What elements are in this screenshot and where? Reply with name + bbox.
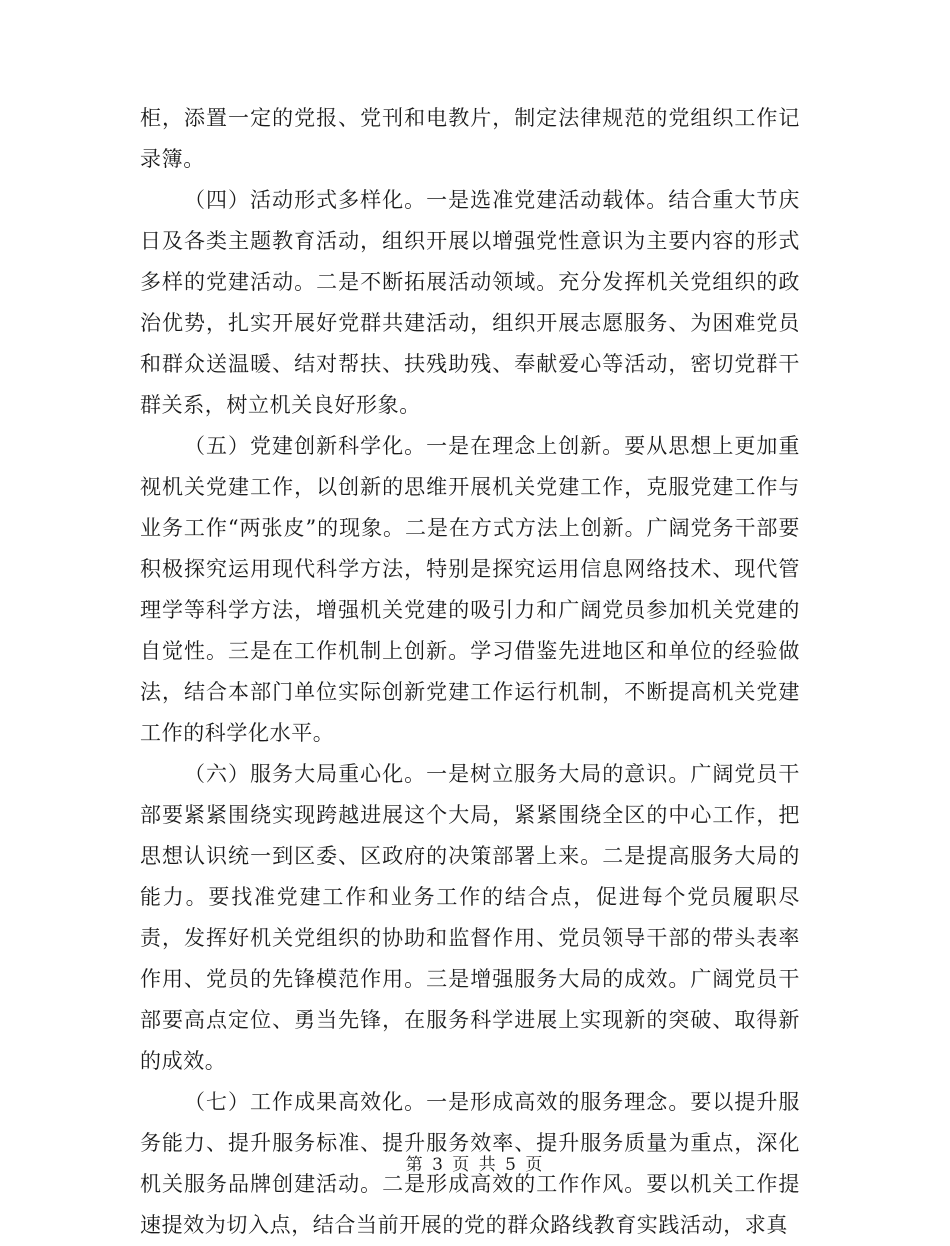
- paragraph-section-7: （七）工作成果高效化。一是形成高效的服务理念。要以提升服务能力、提升服务标准、提升服务效率、提升服务质量为重点，深化机关服务品牌创建活动。二是形成高效的工作作风。要以机关工作提速提效为切入点，结合当前开展的党的群众路线教育实践活动，求真: [140, 1090, 800, 1237]
- paragraph-continuation: 柜，添置一定的党报、党刊和电教片，制定法律规范的党组织工作记录簿。: [140, 106, 800, 171]
- document-body: [140, 98, 800, 1246]
- paragraph-section-5: （五）党建创新科学化。一是在理念上创新。要从思想上更加重视机关党建工作，以创新的思维开展机关党建工作，克服党建工作与业务工作“两张皮”的现象。二是在方式方法上创新。广阔党务干部要积极探究运用现代科学方法，特别是探究运用信息网络技术、现代管理学等科学方法，增强机关党建的吸引力和广阔党员参加机关党建的自觉性。三是在工作机制上创新。学习借鉴先进地区和单位的经验做法，结合本部门单位实际创新党建工作运行机制，不断提高机关党建工作的科学化水平。: [140, 434, 800, 745]
- paragraph-section-4: （四）活动形式多样化。一是选准党建活动载体。结合重大节庆日及各类主题教育活动，组织开展以增强党性意识为主要内容的形式多样的党建活动。二是不断拓展活动领域。充分发挥机关党组织的政治优势，扎实开展好党群共建活动，组织开展志愿服务、为困难党员和群众送温暖、结对帮扶、扶残助残、奉献爱心等活动，密切党群干群关系，树立机关良好形象。: [140, 188, 800, 417]
- page-number-footer: 第 3 页 共 5 页: [405, 1155, 545, 1175]
- paragraph-section-6: （六）服务大局重心化。一是树立服务大局的意识。广阔党员干部要紧紧围绕实现跨越进展这个大局，紧紧围绕全区的中心工作，把思想认识统一到区委、区政府的决策部署上来。二是提高服务大局的能力。要找准党建工作和业务工作的结合点，促进每个党员履职尽责，发挥好机关党组织的协助和监督作用、党员领导干部的带头表率作用、党员的先锋模范作用。三是增强服务大局的成效。广阔党员干部要高点定位、勇当先锋，在服务科学进展上实现新的突破、取得新的成效。: [140, 762, 800, 1073]
